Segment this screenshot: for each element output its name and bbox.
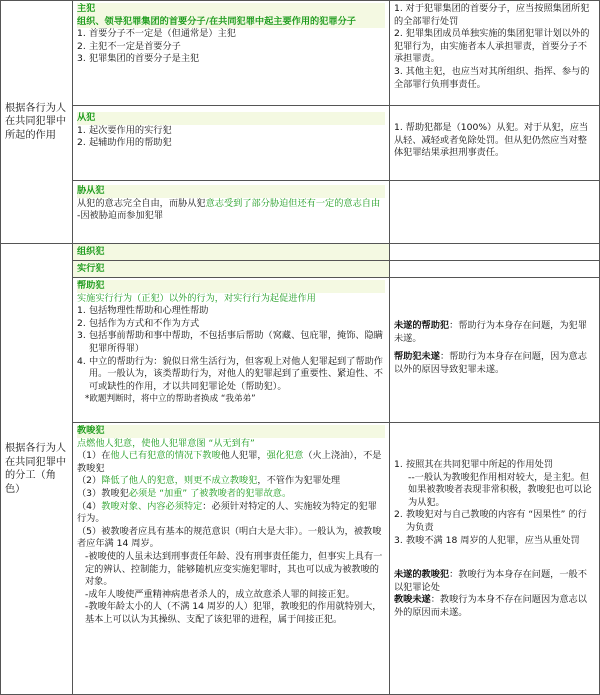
instigator-p6: -被唆使的人虽未达到刑事责任年龄、没有刑事责任能力，但事实上具有一定的辨认、控制能力，能够随机应变实施犯罪时，其也可以成为被教唆的对象。 [85,550,383,588]
accomplice-title: 从犯 [77,112,96,123]
helper-note: *欧题判断时，将中立的帮助者换成 “我弟弟” [85,394,256,405]
list-item: 4. 中立的帮助行为：貌似日常生活行为，但客观上对他人犯罪起到了帮助作用。一般认为，该类帮助行为，对他人的犯罪起到了重要性、紧迫性、不可或缺性的作用，才以共同犯罪论处（帮助犯）。 [77,355,383,392]
list-item: 2. 起辅助作用的帮助犯 [77,137,172,149]
note-line: 2. 犯罪集团成员单独实施的集团犯罪计划以外的犯罪行为，由实施者本人承担罪责，首要分子不承担罪责。 [394,28,590,65]
instigator-p5: （5）被教唆者应具有基本的规范意识（明白大是大非）。一般认为，被教唆者应年满 14 周岁。 [77,525,382,550]
instigator-p1: （1）在他人已有犯意的情况下教唆他人犯罪，强化犯意（火上浇油），不是教唆犯 [77,450,382,474]
list-item: 3. 犯罪集团的首要分子是主犯 [77,53,200,65]
list-item: 1. 包括物理性帮助和心理性帮助 [77,305,209,317]
coerced-cell [72,180,390,244]
empty-cell [389,260,600,278]
list-item: 1. 首要分子不一定是（但通常是）主犯 [77,28,236,40]
coerced-line2: -因被胁迫而参加犯罪 [77,210,164,222]
section1-label [0,0,73,244]
helper-subtitle: 实施实行行为（正犯）以外的行为，对实行行为起促进作用 [77,292,316,304]
list-item: 2. 包括作为方式和不作为方式 [77,317,200,329]
perpetrator-cell [72,260,390,278]
section1-label-text: 根据各行为人在共同犯罪中所起的作用 [5,102,67,141]
principal-notes [389,0,600,106]
coerced-title: 胁从犯 [77,185,105,196]
principal-cell [72,0,390,106]
helper-right-2: 帮助犯未遂：帮助行为本身存在问题，因为意志以外的原因导致犯罪未遂。 [394,351,587,375]
instigator-right [389,422,600,695]
list-item: 2. 主犯不一定是首要分子 [77,40,181,52]
note-line: 1. 帮助犯都是（100%）从犯。对于从犯，应当从轻、减轻或者免除处罚。但从犯仍然应当对整体犯罪结果承担刑事责任。 [394,122,589,159]
instigator-p3: （3）教唆犯必须是 “加重” 了被教唆者的犯罪故意。 [77,487,292,499]
instigator-right-4: 教唆未遂：教唆行为本身不存在问题因为意志以外的原因而未遂。 [394,594,587,618]
list-item: 1. 起次要作用的实行犯 [77,124,172,136]
coerced-note [389,180,600,244]
accomplice-note [389,105,600,181]
instigator-p4: （4）教唆对象、内容必须特定：必须针对特定的人、实施较为特定的犯罪行为。 [77,500,377,525]
helper-cell [72,277,390,423]
empty-cell [389,243,600,261]
instigator-cell [72,422,390,695]
instigator-right-3: 未遂的教唆犯：教唆行为本身存在问题，一般不以犯罪论处 [394,569,587,593]
list-item: 3. 教唆不满 18 周岁的人犯罪，应当从重处罚 [394,534,580,546]
accomplice-cell [72,105,390,181]
principal-subtitle: 组织、领导犯罪集团的首要分子/在共同犯罪中起主要作用的犯罪分子 [77,15,356,27]
note-line: 3. 其他主犯，也应当对其所组织、指挥、参与的全部罪行负刑事责任。 [394,65,590,90]
list-item: 2. 教唆犯对与自己教唆的内容有 “因果性” 的行为负责 [394,509,587,533]
instigator-right-sub: --一般认为教唆犯作用相对较大，是主犯。但如果被教唆者表现非常积极，教唆犯也可以论为从犯。 [408,471,592,508]
list-item: 1. 按照其在共同犯罪中所起的作用处罚 [394,459,553,470]
helper-right [389,277,600,423]
instigator-p2: （2）降低了他人的犯意，则更不成立教唆犯，不管作为犯罪处理 [77,475,341,487]
perpetrator-title: 实行犯 [77,263,105,274]
coerced-desc: 从犯的意志完全自由，而胁从犯意志受到了部分胁迫但还有一定的意志自由 [77,197,381,209]
instigator-p8: -教唆年龄太小的人（不满 14 周岁的人）犯罪，教唆犯的作用就特别大，基本上可以认为其操纵、支配了该犯罪的进程，属于间接正犯。 [85,601,382,625]
helper-right-1: 未遂的帮助犯：帮助行为本身存在问题，为犯罪未遂。 [394,320,587,344]
principal-title: 主犯 [77,3,96,14]
list-item: 3. 包括事前帮助和事中帮助，不包括事后帮助（窝藏、包庇罪，掩饰、隐瞒犯罪所得罪） [77,330,383,354]
organizer-title: 组织犯 [77,246,105,257]
section2-label [0,243,73,695]
instigator-p7: -成年人唆使严重精神病患者杀人的，成立故意杀人罪的间接正犯。 [85,588,355,600]
instigator-subtitle: 点燃他人犯意，使他人犯罪意图 “从无到有” [77,437,255,449]
organizer-cell [72,243,390,261]
section2-label-text: 根据各行为人在共同犯罪中的分工（角色） [5,443,67,495]
instigator-title: 教唆犯 [77,425,105,436]
note-line: 1. 对于犯罪集团的首要分子，应当按照集团所犯的全部罪行处罚 [394,3,590,27]
helper-title: 帮助犯 [77,280,105,291]
